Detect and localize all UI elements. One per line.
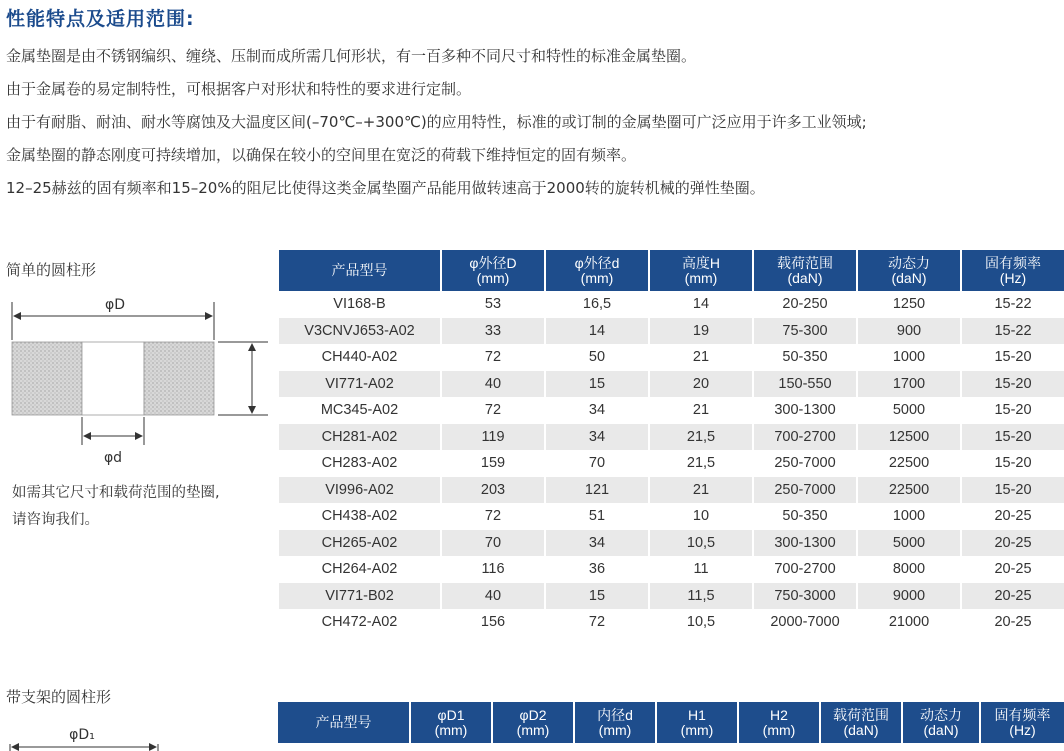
column-header-title: φ外径D: [469, 254, 517, 271]
column-header: [753, 250, 857, 291]
spec-cell: 750-3000: [753, 583, 857, 610]
intro-line: 由于有耐脂、耐油、耐水等腐蚀及大温度区间(–70℃–+300℃)的应用特性，标准的或订制的金属垫圈可广泛应用于许多工业领域;: [6, 113, 867, 131]
spec-cell: 50-350: [753, 344, 857, 371]
column-header: [857, 250, 961, 291]
spec-cell: 72: [441, 503, 545, 530]
column-header-title: 固有频率: [985, 254, 1041, 271]
contact-note: [12, 480, 220, 534]
spec-cell: 700-2700: [753, 424, 857, 451]
spec-cell: 15: [545, 583, 649, 610]
table-row: [279, 583, 1064, 610]
column-header: [961, 250, 1064, 291]
column-header-title: 产品型号: [315, 714, 372, 730]
spec-cell: 900: [857, 318, 961, 345]
spec-cell: 34: [545, 530, 649, 557]
spec-cell: 15-22: [961, 318, 1064, 345]
spec-cell: 53: [441, 291, 545, 318]
spec-cell: 10: [649, 503, 753, 530]
spec-cell: 21: [649, 397, 753, 424]
simple-cylinder-diagram: [0, 290, 275, 475]
table-row: [279, 291, 1064, 318]
column-header: [278, 702, 410, 743]
spec-cell: 20-25: [961, 556, 1064, 583]
model-cell: V3CNVJ653-A02: [279, 318, 441, 345]
table-row: [279, 503, 1064, 530]
model-cell: CH440-A02: [279, 344, 441, 371]
intro-line: 金属垫圈是由不锈钢编织、缠绕、压制而成所需几何形状，有一百多种不同尺寸和特性的标准金属垫圈。: [6, 47, 697, 65]
spec-cell: 20-25: [961, 583, 1064, 610]
model-cell: CH265-A02: [279, 530, 441, 557]
outer-diameter-label: φD: [104, 297, 126, 313]
spec-cell: 70: [545, 450, 649, 477]
spec-cell: 1250: [857, 291, 961, 318]
spec-cell: 50-350: [753, 503, 857, 530]
column-header-title: 产品型号: [331, 262, 388, 278]
spec-cell: 20-25: [961, 530, 1064, 557]
spec-cell: 40: [441, 583, 545, 610]
section-label-simple-cylinder: 简单的圆柱形: [6, 261, 97, 279]
column-header-title: 固有频率: [994, 706, 1051, 723]
model-cell: CH438-A02: [279, 503, 441, 530]
spec-cell: 156: [441, 609, 545, 636]
column-header-title: φD1: [437, 706, 465, 723]
column-header-unit: (mm): [762, 721, 796, 738]
spec-cell: 14: [649, 291, 753, 318]
column-header-title: 载荷范围: [777, 254, 833, 271]
column-header-unit: (mm): [680, 721, 714, 738]
simple-cylinder-spec-table: [279, 250, 1064, 636]
column-header-title: φ外径d: [574, 254, 620, 271]
spec-cell: 72: [441, 397, 545, 424]
spec-cell: 72: [441, 344, 545, 371]
spec-cell: 20-25: [961, 503, 1064, 530]
model-cell: VI168-B: [279, 291, 441, 318]
spec-cell: 203: [441, 477, 545, 504]
spec-cell: 9000: [857, 583, 961, 610]
spec-cell: 34: [545, 424, 649, 451]
column-header: [738, 702, 820, 743]
spec-cell: 5000: [857, 530, 961, 557]
column-header: [820, 702, 902, 743]
spec-cell: 21: [649, 344, 753, 371]
spec-cell: 15-20: [961, 450, 1064, 477]
spec-cell: 20-250: [753, 291, 857, 318]
table-header-row: [278, 702, 1064, 743]
spec-cell: 12500: [857, 424, 961, 451]
column-header: [545, 250, 649, 291]
spec-cell: 15-20: [961, 477, 1064, 504]
spec-cell: 15-20: [961, 371, 1064, 398]
spec-cell: 36: [545, 556, 649, 583]
spec-cell: 50: [545, 344, 649, 371]
table-row: [279, 397, 1064, 424]
column-header-title: 高度H: [681, 254, 721, 271]
spec-cell: 21000: [857, 609, 961, 636]
spec-cell: 10,5: [649, 530, 753, 557]
column-header-unit: (Hz): [1009, 721, 1036, 738]
column-header: [656, 702, 738, 743]
spec-cell: 159: [441, 450, 545, 477]
spec-cell: 15-22: [961, 291, 1064, 318]
spec-cell: 15: [545, 371, 649, 398]
spec-cell: 34: [545, 397, 649, 424]
table-row: [279, 450, 1064, 477]
spec-cell: 1000: [857, 503, 961, 530]
intro-line: 12–25赫兹的固有频率和15–20%的阻尼比使得这类金属垫圈产品能用做转速高于2000转的旋转机械的弹性垫圈。: [6, 179, 765, 197]
column-header: [279, 250, 441, 291]
column-header-title: 动态力: [888, 254, 930, 271]
model-cell: CH281-A02: [279, 424, 441, 451]
spec-cell: 700-2700: [753, 556, 857, 583]
spec-cell: 300-1300: [753, 530, 857, 557]
column-header: [574, 702, 656, 743]
spec-cell: 116: [441, 556, 545, 583]
spec-cell: 20-25: [961, 609, 1064, 636]
table-row: [279, 609, 1064, 636]
table-row: [279, 556, 1064, 583]
model-cell: CH283-A02: [279, 450, 441, 477]
column-header-unit: (daN): [787, 269, 823, 286]
spec-cell: 121: [545, 477, 649, 504]
spec-cell: 40: [441, 371, 545, 398]
spec-cell: 11: [649, 556, 753, 583]
model-cell: VI771-B02: [279, 583, 441, 610]
model-cell: CH264-A02: [279, 556, 441, 583]
column-header-unit: (daN): [891, 269, 927, 286]
spec-cell: 72: [545, 609, 649, 636]
column-header: [980, 702, 1064, 743]
spec-cell: 2000-7000: [753, 609, 857, 636]
spec-cell: 250-7000: [753, 477, 857, 504]
column-header: [902, 702, 980, 743]
column-header: [492, 702, 574, 743]
table-row: [279, 477, 1064, 504]
intro-paragraphs: [6, 44, 1064, 209]
spec-cell: 33: [441, 318, 545, 345]
spec-cell: 21,5: [649, 450, 753, 477]
spec-cell: 11,5: [649, 583, 753, 610]
spec-cell: 20: [649, 371, 753, 398]
intro-line: 金属垫圈的静态刚度可持续增加，以确保在较小的空间里在宽泛的荷载下维持恒定的固有频率。: [6, 146, 637, 164]
spec-cell: 5000: [857, 397, 961, 424]
bracket-cylinder-diagram: [0, 720, 275, 751]
spec-cell: 21,5: [649, 424, 753, 451]
spec-cell: 1000: [857, 344, 961, 371]
table-row: [279, 344, 1064, 371]
spec-cell: 15-20: [961, 424, 1064, 451]
spec-cell: 8000: [857, 556, 961, 583]
column-header-title: φD2: [519, 706, 547, 723]
table-row: [279, 318, 1064, 345]
column-header-unit: (mm): [580, 269, 614, 286]
intro-line: 由于金属卷的易定制特性，可根据客户对形状和特性的要求进行定制。: [6, 80, 472, 98]
spec-cell: 14: [545, 318, 649, 345]
spec-cell: 15-20: [961, 344, 1064, 371]
note-line: 请咨询我们。: [12, 512, 99, 528]
column-header-unit: (daN): [843, 721, 879, 738]
spec-cell: 15-20: [961, 397, 1064, 424]
outer-diameter-label: φD₁: [69, 727, 95, 743]
column-header-unit: (mm): [516, 721, 550, 738]
model-cell: VI996-A02: [279, 477, 441, 504]
column-header-unit: (Hz): [999, 269, 1027, 286]
spec-cell: 150-550: [753, 371, 857, 398]
spec-cell: 51: [545, 503, 649, 530]
spec-cell: 300-1300: [753, 397, 857, 424]
table-header-row: [279, 250, 1064, 291]
section-label-bracket-cylinder: 带支架的圆柱形: [6, 688, 112, 706]
note-line: 如需其它尺寸和载荷范围的垫圈,: [12, 485, 220, 501]
column-header-title: 载荷范围: [833, 706, 889, 723]
column-header-unit: (mm): [684, 269, 718, 286]
table-row: [279, 371, 1064, 398]
column-header-unit: (mm): [476, 269, 510, 286]
inner-diameter-label: φd: [103, 450, 123, 466]
spec-cell: 19: [649, 318, 753, 345]
spec-cell: 75-300: [753, 318, 857, 345]
table-row: [279, 530, 1064, 557]
column-header-title: H2: [770, 706, 788, 723]
column-header-title: 动态力: [920, 706, 962, 723]
spec-cell: 70: [441, 530, 545, 557]
column-header-unit: (mm): [598, 721, 632, 738]
column-header-title: H1: [688, 706, 706, 723]
table-row: [279, 424, 1064, 451]
model-cell: VI771-A02: [279, 371, 441, 398]
column-header-title: 内径d: [597, 706, 633, 723]
bracket-cylinder-spec-table: [278, 702, 1064, 743]
spec-cell: 22500: [857, 450, 961, 477]
spec-cell: 250-7000: [753, 450, 857, 477]
column-header: [441, 250, 545, 291]
column-header-unit: (daN): [923, 721, 959, 738]
column-header: [649, 250, 753, 291]
column-header-unit: (mm): [434, 721, 468, 738]
spec-cell: 16,5: [545, 291, 649, 318]
model-cell: CH472-A02: [279, 609, 441, 636]
section-title: 性能特点及适用范围:: [6, 8, 195, 30]
column-header: [410, 702, 492, 743]
spec-cell: 22500: [857, 477, 961, 504]
spec-cell: 21: [649, 477, 753, 504]
spec-cell: 1700: [857, 371, 961, 398]
spec-cell: 119: [441, 424, 545, 451]
spec-cell: 10,5: [649, 609, 753, 636]
model-cell: MC345-A02: [279, 397, 441, 424]
